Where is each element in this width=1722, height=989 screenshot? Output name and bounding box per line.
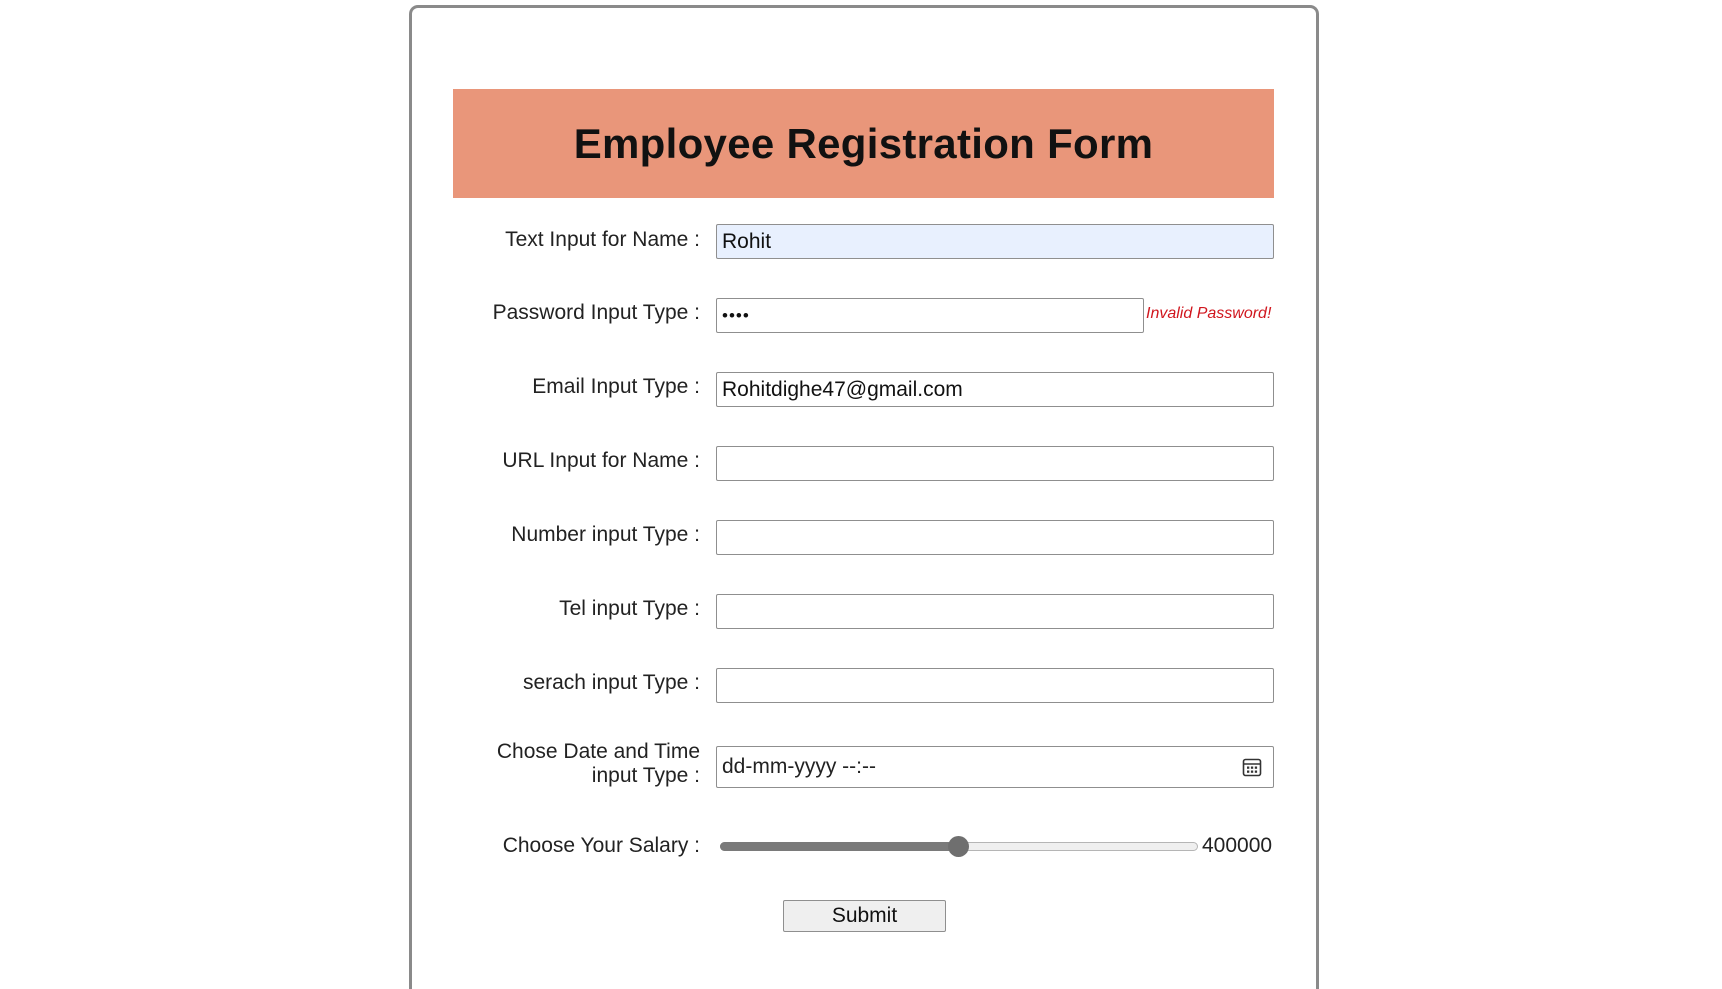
salary-value: 400000 <box>1202 834 1273 857</box>
name-label: Text Input for Name : <box>505 228 700 251</box>
url-input[interactable] <box>716 446 1274 481</box>
salary-label: Choose Your Salary : <box>502 834 700 857</box>
url-label: URL Input for Name : <box>502 449 700 472</box>
number-label: Number input Type : <box>511 523 700 546</box>
number-input[interactable] <box>716 520 1274 555</box>
datetime-label: Chose Date and Time input Type : <box>496 740 700 787</box>
tel-label: Tel input Type : <box>559 597 700 620</box>
form-header-banner <box>453 89 1274 198</box>
submit-button[interactable]: Submit <box>783 900 946 932</box>
datetime-placeholder: dd-mm-yyyy --:-- <box>722 755 876 778</box>
salary-slider-fill <box>720 842 959 851</box>
search-input[interactable] <box>716 668 1274 703</box>
password-input[interactable] <box>716 298 1144 333</box>
tel-input[interactable] <box>716 594 1274 629</box>
name-input[interactable] <box>716 224 1274 259</box>
salary-slider-thumb[interactable] <box>948 836 969 857</box>
calendar-icon[interactable] <box>1242 757 1262 777</box>
password-error-message: Invalid Password! <box>1146 305 1272 322</box>
datetime-input[interactable] <box>716 746 1274 788</box>
email-label: Email Input Type : <box>532 375 700 398</box>
search-label: serach input Type : <box>522 671 700 694</box>
password-label: Password Input Type : <box>492 301 700 324</box>
salary-slider[interactable] <box>720 836 1198 858</box>
email-input[interactable] <box>716 372 1274 407</box>
page-title: Employee Registration Form <box>573 119 1154 167</box>
